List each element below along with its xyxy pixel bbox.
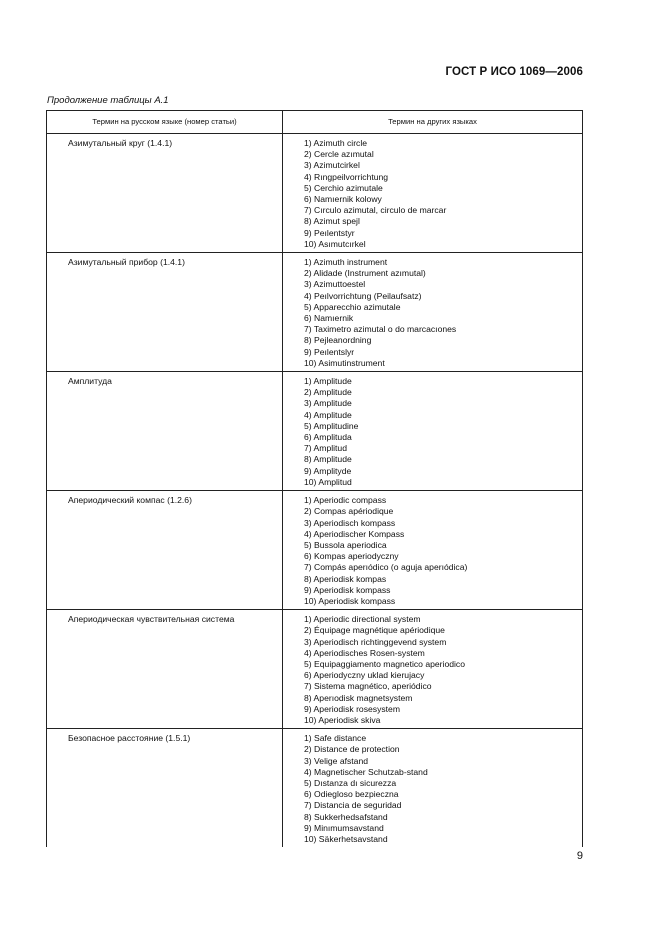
translations-cell [283,134,583,253]
translation: 8) Aperıodisk magnetsystem [304,692,413,703]
translation: 1) Safe distance [304,733,367,744]
translation: 10) Aperiodisk kompass [304,595,396,606]
translation: 2) Équipage magnétique apériodique [304,625,445,636]
translation: 7) Compás aperıódico (o aguja aperıódica) [304,562,468,573]
translation: 1) Aperiodic compass [304,495,387,506]
translation: 5) Cerchio azimutale [304,182,383,193]
table-row [47,134,583,253]
translation: 8) Azimut spejl [304,216,360,227]
translation: 3) Azimutcirkel [304,160,360,171]
table-row [47,610,583,729]
table-header-row [47,111,583,134]
translation: 10) Amplitud [304,476,352,487]
translation: 7) Taximetro azimutal o do marcacıones [304,324,457,335]
translation: 9) Aperiodisk kompass [304,584,391,595]
translation: 5) Amplitudine [304,420,359,431]
translation: 5) Apparecchio azimutale [304,301,401,312]
translation: 8) Aperiodisk kompas [304,573,387,584]
translation: 7) Sistema magnético, aperiódico [304,681,432,692]
translation: 2) Alidade (Instrument azımutal) [304,268,426,279]
translation: 4) Amplitude [304,409,352,420]
translations-cell [283,491,583,610]
translation: 1) Aperiodic directional system [304,614,421,625]
translation: 10) Aperiodisk skiva [304,714,381,725]
translation: 9) Minımumsavstand [304,822,384,833]
translation: 7) Cırculo azimutal, circulo de marcar [304,205,447,216]
translation: 4) Rıngpeilvorrichtung [304,171,389,182]
translation: 1) Amplitude [304,376,352,387]
translations-cell [283,729,583,848]
table-continuation-caption: Продолжение таблицы А.1 [47,95,169,106]
russian-term: Азимутальный прибор (1.4.1) [47,253,283,372]
russian-term: Апериодический компас (1.2.6) [47,491,283,610]
translation: 6) Namıernik [304,313,354,324]
translation: 5) Dıstanza dı sicurezza [304,777,397,788]
translation: 3) Amplitude [304,398,352,409]
terms-table [46,110,583,847]
translations-cell [283,372,583,491]
translation: 7) Distancia de seguridad [304,800,402,811]
translation: 8) Sukkerhedsafstand [304,811,388,822]
translation: 6) Odiegloso bezpieczna [304,789,399,800]
translation: 2) Compas apériodique [304,506,394,517]
translation: 6) Namıernik kolowy [304,194,382,205]
russian-term: Азимутальный круг (1.4.1) [47,134,283,253]
page-number: 9 [576,850,583,862]
russian-term: Амплитуда [47,372,283,491]
russian-term: Безопасное расстояние (1.5.1) [47,729,283,848]
translation: 1) Azimuth circle [304,138,368,148]
translation: 4) Magnetischer Schutzab-stand [304,766,428,777]
translation: 3) Aperiodisch kompass [304,517,396,528]
translation: 3) Azimuttoestel [304,279,366,290]
translation: 6) Kompas aperiodyczny [304,551,399,562]
translation: 4) Peılvorrichtung (Peilaufsatz) [304,290,422,301]
translation: 10) Säkerhetsavstand [304,833,388,844]
translation: 5) Bussola aperiodica [304,539,387,550]
translation: 6) Aperiodyczny uklad kierujacy [304,670,425,681]
translation: 2) Amplitude [304,387,352,398]
translation: 2) Cercle azımutal [304,149,374,160]
translation: 3) Velige afstand [304,755,369,766]
translation: 7) Amplitud [304,443,347,454]
translation: 4) Aperiodisches Rosen-system [304,647,425,658]
translation: 3) Aperiodisch richtinggevend system [304,636,447,647]
translation: 6) Amplituda [304,432,352,443]
translation: 1) Azimuth instrument [304,257,388,268]
translation: 10) Asımutcırkel [304,238,366,249]
translation: 9) Amplityde [304,465,352,476]
translation: 4) Aperiodischer Kompass [304,528,405,539]
table-row [47,253,583,372]
translation: 10) Asimutinstrument [304,357,385,368]
translation: 8) Pejleanordning [304,335,372,346]
document-standard-header: ГОСТ Р ИСО 1069—2006 [445,66,583,78]
translations-cell [283,610,583,729]
translation: 8) Amplitude [304,454,352,465]
translations-cell [283,253,583,372]
translation: 9) Aperiodisk rosesystem [304,703,400,714]
table-row [47,491,583,610]
header-other-languages: Термин на других языках [283,111,583,134]
table-row [47,372,583,491]
translation: 9) Peılentslyr [304,346,355,357]
table-row [47,729,583,848]
translation: 9) Peılentstyr [304,227,355,238]
translation: 5) Equipaggiamento magnetico aperiodico [304,658,465,669]
header-russian-term: Термин на русском языке (номер статьи) [47,111,283,134]
translation: 2) Distance de protection [304,744,400,755]
russian-term: Апериодическая чувствительная система [47,610,283,729]
